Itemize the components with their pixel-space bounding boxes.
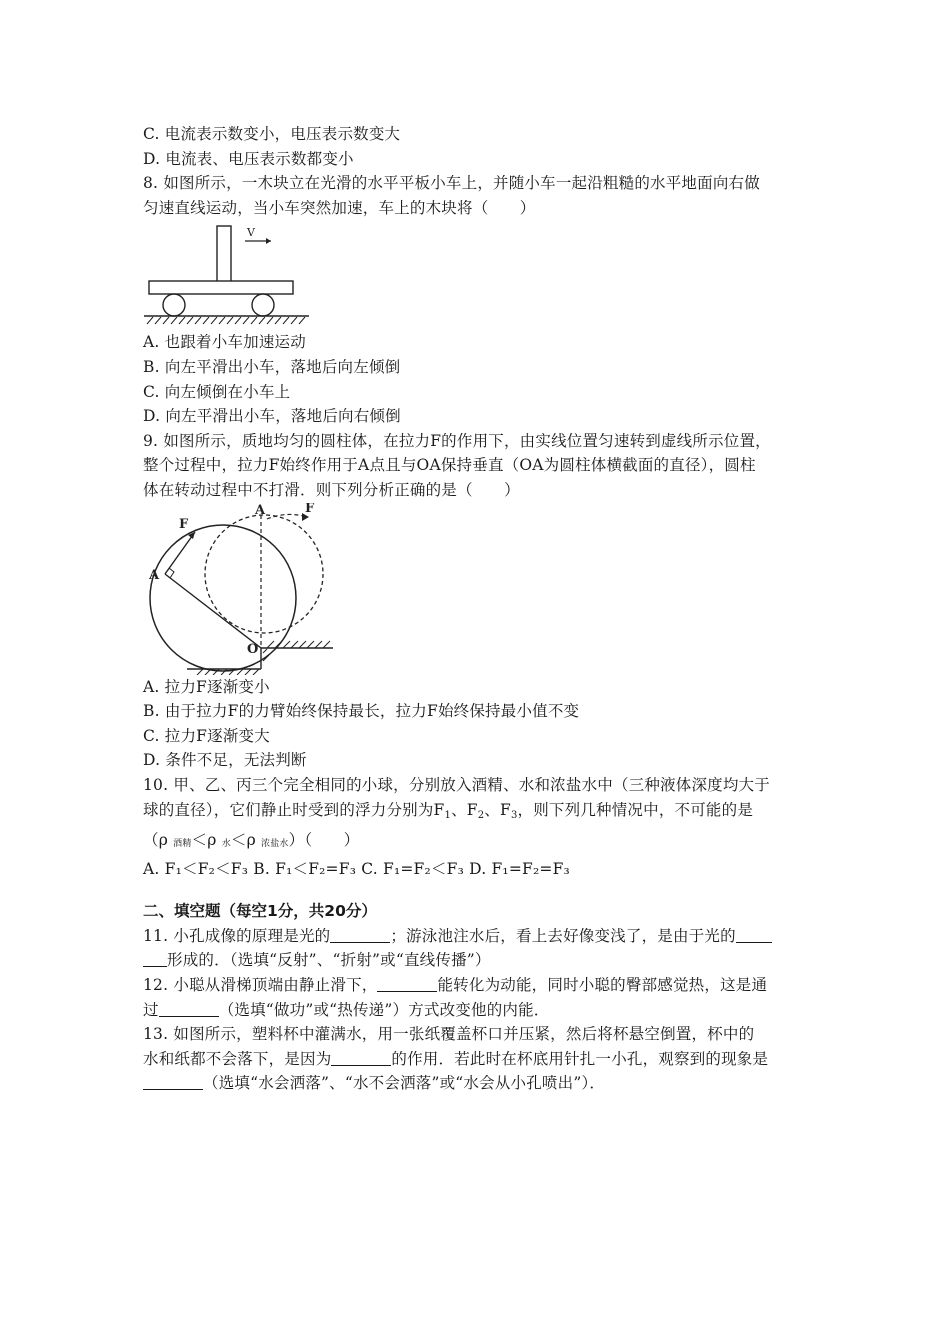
q7-option-d: D. 电流表、电压表示数都变小 xyxy=(143,149,354,168)
subscript-2: 2 xyxy=(477,809,485,821)
velocity-arrow-head xyxy=(266,238,271,244)
label-f-left: F xyxy=(179,516,189,532)
q9-option-c: C. 拉力F逐渐变大 xyxy=(143,726,270,745)
wood-block xyxy=(217,226,231,286)
subscript-3: 3 xyxy=(510,809,518,821)
q8-stem-line1: 8. 如图所示，一木块立在光滑的水平平板小车上，并随小车一起沿粗糙的水平地面向右做 xyxy=(143,174,760,193)
q10-stem2-a: 球的直径），它们静止时受到的浮力分别为F xyxy=(143,800,445,819)
q8-option-b: B. 向左平滑出小车，落地后向左倾倒 xyxy=(143,357,401,376)
q11-l2: 形成的．（选填“反射”、“折射”或“直线传播”） xyxy=(167,951,491,970)
solid-cylinder xyxy=(150,525,296,671)
subscript-1: 1 xyxy=(444,809,452,821)
right-angle-mark xyxy=(169,568,174,578)
q8-option-a: A. 也跟着小车加速运动 xyxy=(143,333,306,352)
q9-stem-line1: 9. 如图所示，质地均匀的圆柱体，在拉力F的作用下，由实线位置匀速转到虚线所示位置， xyxy=(143,431,771,450)
q10-stem2-d: ，则下列几种情况中，不可能的是 xyxy=(517,800,754,819)
q10-stem3-open: （ρ xyxy=(143,831,174,850)
q12-l1-b: 能转化为动能，同时小聪的臀部感觉热，这是通 xyxy=(437,976,768,995)
cart-wheel-right xyxy=(252,294,274,316)
q13-line1: 13. 如图所示，塑料杯中灌满水，用一张纸覆盖杯口并压紧，然后将杯悬空倒置，杯中的 xyxy=(143,1025,755,1044)
q12-l2-a: 过 xyxy=(143,1000,159,1019)
label-f-right: F xyxy=(305,502,315,516)
q10-stem3-lt1: ＜ρ xyxy=(191,831,222,850)
q12-l2-b: （选填“做功”或“热传递”）方式改变他的内能． xyxy=(218,1000,550,1019)
q9-option-a: A. 拉力F逐渐变小 xyxy=(143,677,270,696)
exam-page xyxy=(143,122,823,1096)
q12-line1 xyxy=(143,973,823,998)
label-o: O xyxy=(247,641,259,657)
q13-line3 xyxy=(143,1071,823,1096)
cart-plate xyxy=(149,281,293,294)
q10-stem-line3 xyxy=(143,828,823,857)
q10-stem-line2 xyxy=(143,798,823,829)
q12-l1-a: 12. 小聪从滑梯顶端由静止滑下， xyxy=(143,976,378,995)
q9-option-d: D. 条件不足，无法判断 xyxy=(143,751,307,770)
q11-blank-1[interactable] xyxy=(330,927,390,943)
dashed-cylinder xyxy=(205,515,323,633)
label-a-left: A xyxy=(149,567,160,583)
velocity-label: V xyxy=(247,226,255,240)
q11-l1-b: ；游泳池注水后，看上去好像变浅了，是由于光的 xyxy=(390,926,736,945)
q10-stem2-b: 、F xyxy=(451,800,478,819)
q9-cylinder-figure xyxy=(137,503,337,675)
rho-alcohol-sub: 酒精 xyxy=(173,839,192,850)
q11-line1 xyxy=(143,924,823,949)
q12-line2 xyxy=(143,998,823,1023)
q11-l1-a: 11. 小孔成像的原理是光的 xyxy=(143,926,331,945)
q10-stem3-lt2: ＜ρ xyxy=(230,831,262,850)
q9-stem-line3: 体在转动过程中不打滑．则下列分析正确的是（ ） xyxy=(143,480,520,499)
label-a-top: A xyxy=(255,502,266,518)
cart-wheel-left xyxy=(163,294,185,316)
q10-options: A. F₁＜F₂＜F₃ B. F₁＜F₂=F₃ C. F₁=F₂＜F₃ D. F₁=F₂=F₃ xyxy=(143,859,570,878)
q13-l3: （选填“水会洒落”、“水不会洒落”或“水会从小孔喷出”）． xyxy=(203,1074,606,1093)
q13-blank-1[interactable] xyxy=(331,1050,391,1066)
diameter-oa xyxy=(165,574,261,648)
q12-blank-1[interactable] xyxy=(377,976,437,992)
q10-stem2-c: 、F xyxy=(484,800,511,819)
q13-l2-a: 水和纸都不会落下，是因为 xyxy=(143,1049,332,1068)
force-f2-dashed xyxy=(267,514,307,519)
q11-blank-2a[interactable] xyxy=(736,927,772,943)
rho-brine-sub: 浓盐水 xyxy=(261,839,289,850)
q10-stem-line1: 10. 甲、乙、丙三个完全相同的小球，分别放入酒精、水和浓盐水中（三种液体深度均大于 xyxy=(143,775,770,794)
section-2-title: 二、填空题（每空1分，共20分） xyxy=(143,902,377,921)
q13-l2-b: 的作用．若此时在杯底用针扎一小孔，观察到的现象是 xyxy=(391,1049,769,1068)
q9-option-b: B. 由于拉力F的力臂始终保持最长，拉力F始终保持最小值不变 xyxy=(143,702,580,721)
q8-cart-figure xyxy=(141,220,321,330)
q13-line2 xyxy=(143,1047,823,1072)
q11-line2 xyxy=(143,948,823,973)
q12-blank-2[interactable] xyxy=(159,1001,219,1017)
q9-stem-line2: 整个过程中，拉力F始终作用于A点且与OA保持垂直（OA为圆柱体横截面的直径），圆柱 xyxy=(143,456,756,475)
ground-hatching xyxy=(147,317,305,324)
q10-stem3-close: ）（ ） xyxy=(288,831,360,850)
q8-stem-line2: 匀速直线运动，当小车突然加速，车上的木块将（ ） xyxy=(143,198,536,217)
q7-option-c: C. 电流表示数变小，电压表示数变大 xyxy=(143,125,401,143)
q8-option-d: D. 向左平滑出小车，落地后向右倾倒 xyxy=(143,407,401,426)
q8-option-c: C. 向左倾倒在小车上 xyxy=(143,382,291,401)
rho-water-sub: 水 xyxy=(221,839,231,850)
q11-blank-2b[interactable] xyxy=(143,951,167,967)
q13-blank-2[interactable] xyxy=(143,1074,203,1090)
